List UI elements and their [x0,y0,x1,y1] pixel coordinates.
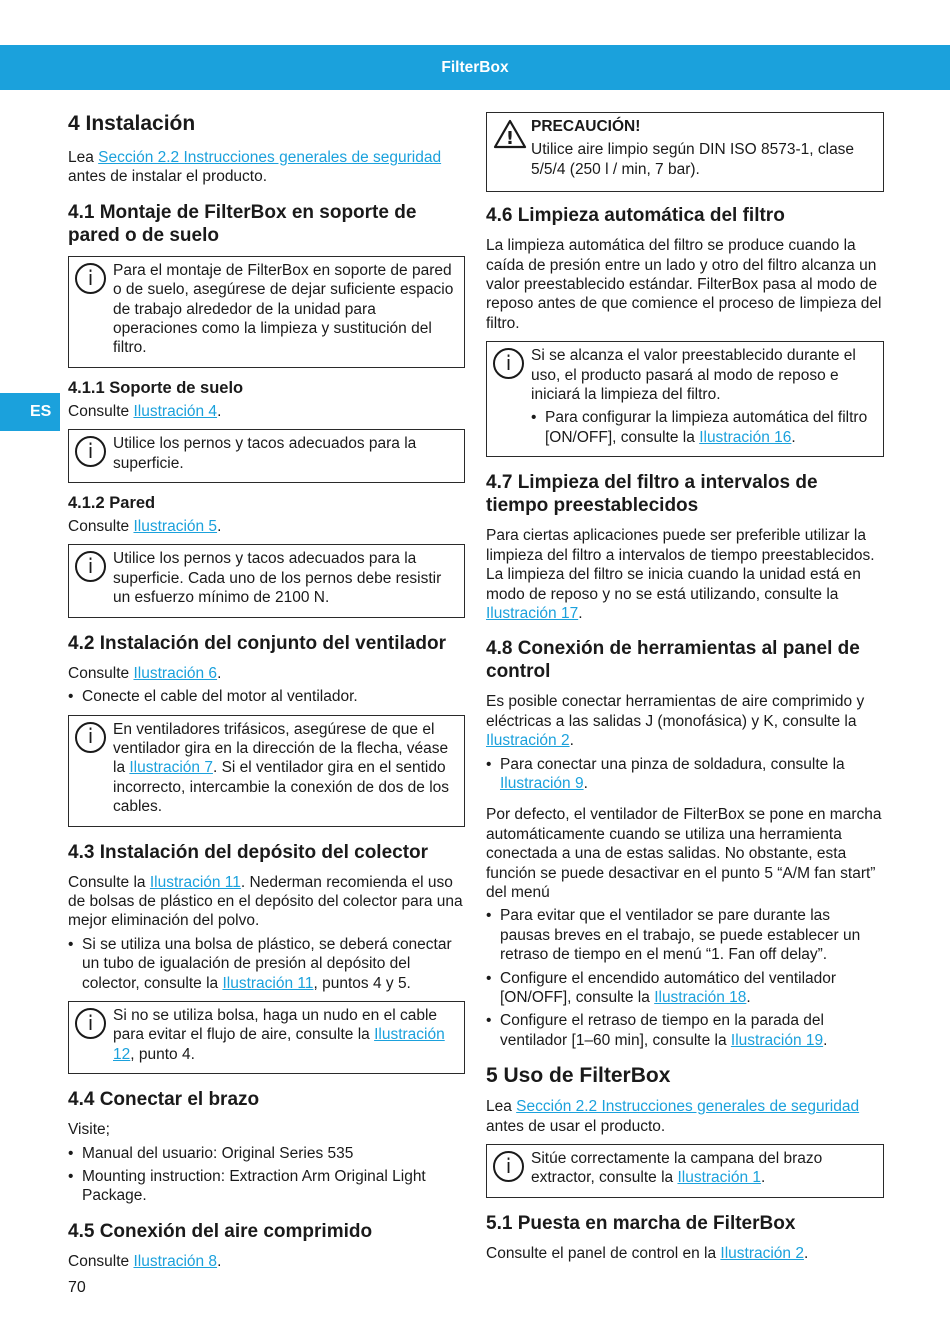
info-note [68,429,465,483]
link-ilustracion-17[interactable]: Ilustración 17 [486,604,579,622]
section-4-5-ref [68,1252,465,1271]
link-ilustracion-11[interactable]: Ilustración 11 [222,974,314,992]
info-icon: i [493,348,524,379]
link-section-2-2[interactable]: Sección 2.2 Instrucciones generales de seguridad [98,149,442,166]
section-4-4-title: 4.4 Conectar el brazo [68,1089,260,1111]
info-note [486,341,884,457]
text: Consulte [68,664,134,682]
text: Para ciertas aplicaciones puede ser preferible utilizar la limpieza del filtro a intervalos de tiempo preestablecidos. La limpieza del filtro se inicia cuando la unidad está en modo de reposo y no se está utilizando, consulte la [486,527,875,603]
text: Lea [486,1098,517,1116]
note-text: Utilice los pernos y tacos adecuados para la superficie. [113,435,417,472]
link-ilustracion-1[interactable]: Ilustración 1 [677,1169,762,1187]
list-item: • Mounting instruction: Extraction Arm Original Light Package. [68,1167,465,1206]
section-4-6-title: 4.6 Limpieza automática del filtro [486,205,785,227]
section-4-3-title: 4.3 Instalación del depósito del colector [68,841,429,863]
info-note [68,715,465,827]
section-4-2-ref [68,664,465,683]
text: . [569,732,574,750]
link-ilustracion-8[interactable]: Ilustración 8 [133,1252,218,1270]
info-note [68,256,465,368]
info-icon: i [75,263,106,294]
text: . [823,1031,828,1049]
right-column [486,112,884,1267]
link-ilustracion-9[interactable]: Ilustración 9 [500,774,584,792]
text: Consulte [68,1252,134,1270]
list-item [486,1011,884,1050]
info-icon: i [75,722,106,753]
bullet-list [531,408,873,447]
link-ilustracion-19[interactable]: Ilustración 19 [730,1031,824,1049]
section-5-title: 5 Uso de FilterBox [486,1064,671,1088]
text: Consulte [68,402,134,420]
info-icon: i [493,1151,524,1182]
text: Si se utiliza una bolsa de plástico, se deberá conectar un tubo de igualación de presión al depósito del colector, consulte la [82,935,452,992]
text: Lea [68,149,99,166]
bullet-list [68,1144,465,1206]
bullet-list [486,906,884,1050]
link-ilustracion-5[interactable]: Ilustración 5 [133,518,218,536]
section-4-3-intro [68,873,465,931]
note-text: Utilice los pernos y tacos adecuados para la superficie. Cada uno de los pernos debe resistir un esfuerzo mínimo de 2100 N. [113,550,442,607]
text: Sitúe correctamente la campana del brazo extractor, consulte la [531,1150,823,1187]
text: , punto 4. [130,1045,195,1063]
bullet-list [68,935,465,993]
link-ilustracion-7[interactable]: Ilustración 7 [129,759,213,777]
language-tab [0,393,60,431]
list-item: • Para evitar que el ventilador se pare durante las pausas breves en el trabajo, se puede establecer un retraso de tiempo en el menú “1. Fan off delay”. [486,906,884,964]
info-note [486,1144,884,1198]
note-text [113,1006,454,1064]
note-text: Para el montaje de FilterBox en soporte de pared o de suelo, asegúrese de dejar suficiente espacio de trabajo alrededor de la unidad para operaciones como la limpieza y sustitución del filtro. [113,261,454,357]
section-4-7-title: 4.7 Limpieza del filtro a intervalos de tiempo preestablecidos [486,472,818,517]
bullet-list [486,755,884,794]
link-ilustracion-6[interactable]: Ilustración 6 [133,664,218,682]
section-4-8-title: 4.8 Conexión de herramientas al panel de control [486,638,860,683]
note-text [113,720,454,817]
text: Consulte el panel de control en la [486,1244,721,1262]
text: . [803,1244,809,1262]
header-bar [0,45,950,90]
language-label: ES [30,403,52,421]
text: . [578,604,583,622]
list-item [486,755,884,794]
text: Para conectar una pinza de soldadura, consulte la [500,755,845,773]
text: Consulte la [68,873,150,891]
section-5-1-ref [486,1244,884,1263]
link-ilustracion-4[interactable]: Ilustración 4 [133,402,218,420]
link-ilustracion-2[interactable]: Ilustración 2 [486,732,570,750]
section-4-1-1-ref [68,402,465,421]
link-ilustracion-2[interactable]: Ilustración 2 [720,1244,804,1262]
link-ilustracion-11[interactable]: Ilustración 11 [149,873,241,891]
info-note [68,544,465,617]
text: . Nederman recomienda el uso de bolsas de plástico en el depósito del colector para una mejor eliminación del polvo. [68,873,463,930]
text: Configure el retraso de tiempo en la parada del ventilador [1–60 min], consulte la [500,1012,824,1049]
text: antes de instalar el producto. [68,168,268,186]
page-number: 70 [68,1279,86,1296]
list-item [531,408,873,447]
link-ilustracion-18[interactable]: Ilustración 18 [654,989,747,1006]
section-4-1-2-title: 4.1.2 Pared [68,494,156,513]
note-text: Si se alcanza el valor preestablecido durante el uso, el producto pasará al modo de reposo e iniciará la limpieza del filtro. [531,347,856,404]
list-item: • Conecte el cable del motor al ventilador. [68,687,465,706]
info-icon: i [75,436,106,467]
text: . [746,989,751,1006]
section-5-intro [486,1097,884,1136]
section-4-2-title: 4.2 Instalación del conjunto del ventilador [68,632,446,654]
list-item: • Manual del usuario: Original Series 535 [68,1144,465,1163]
list-item [68,935,465,993]
warning-text: Utilice aire limpio según DIN ISO 8573-1, clase 5/5/4 (250 l / min, 7 bar). [531,141,855,178]
section-5-1-title: 5.1 Puesta en marcha de FilterBox [486,1212,796,1234]
info-note [68,1001,465,1074]
text: antes de usar el producto. [486,1117,666,1135]
text: . [791,428,796,446]
text: Consulte [68,518,134,536]
text: . [217,1252,222,1270]
link-section-2-2[interactable]: Sección 2.2 Instrucciones generales de seguridad [516,1098,860,1116]
bullet-list [68,687,465,706]
warning-note [486,112,884,192]
section-4-1-2-ref [68,517,465,536]
section-4-7-text [486,526,884,623]
text: . [217,402,222,420]
section-4-5-title: 4.5 Conexión del aire comprimido [68,1220,373,1242]
text: Configure el encendido automático del ventilador [ON/OFF], consulte la [500,969,837,1006]
text: Para configurar la limpieza automática del filtro [ON/OFF], consulte la [545,409,868,446]
warning-glyph: ! [505,128,515,149]
text: , puntos 4 y 5. [313,974,411,992]
section-4-6-text: La limpieza automática del filtro se produce cuando la caída de presión entre un lado y otro del filtro alcanza un valor preestablecido estándar. FilterBox pasa al modo de reposo antes de que comience el proceso de limpieza del filtro. [486,237,882,332]
note-text [531,1149,873,1188]
text: . [217,664,222,682]
link-ilustracion-12[interactable]: Ilustración 12 [113,1026,445,1063]
section-4-1-1-title: 4.1.1 Soporte de suelo [68,378,244,397]
text: . [217,518,222,536]
section-4-4-text: Visite; [68,1121,110,1139]
section-4-1-title: 4.1 Montaje de FilterBox en soporte de pared o de suelo [68,201,417,246]
text: Es posible conectar herramientas de aire comprimido y eléctricas a las salidas J (monofásica) y K, consulte la [486,693,865,730]
section-4-8-text-1 [486,692,884,750]
text: En ventiladores trifásicos, asegúrese de que el ventilador gira en la dirección de la flecha, véase la [113,720,449,777]
text: . Si el ventilador gira en el sentido incorrecto, intercambie la conexión de dos de los cables. [113,759,450,816]
info-icon: i [75,1008,106,1039]
section-4-8-text-2: Por defecto, el ventilador de FilterBox se pone en marcha automáticamente cuando se utiliza una herramienta conectada a una de estas salidas. No obstante, esta función se puede desactivar en el punto 5 “A/M fan start” del menú [486,806,882,901]
text: . [761,1169,766,1187]
link-ilustracion-16[interactable]: Ilustración 16 [699,428,792,446]
warning-title: PRECAUCIÓN! [531,118,641,135]
left-column [68,108,465,1275]
info-icon: i [75,551,106,582]
warning-triangle-icon [493,119,527,149]
section-4-title: 4 Instalación [68,112,196,135]
text: Si no se utiliza bolsa, haga un nudo en el cable para evitar el flujo de aire, consulte la [113,1006,438,1044]
section-4-intro [68,148,465,187]
text: . [583,774,588,792]
list-item [486,969,884,1008]
header-title: FilterBox [441,58,509,76]
